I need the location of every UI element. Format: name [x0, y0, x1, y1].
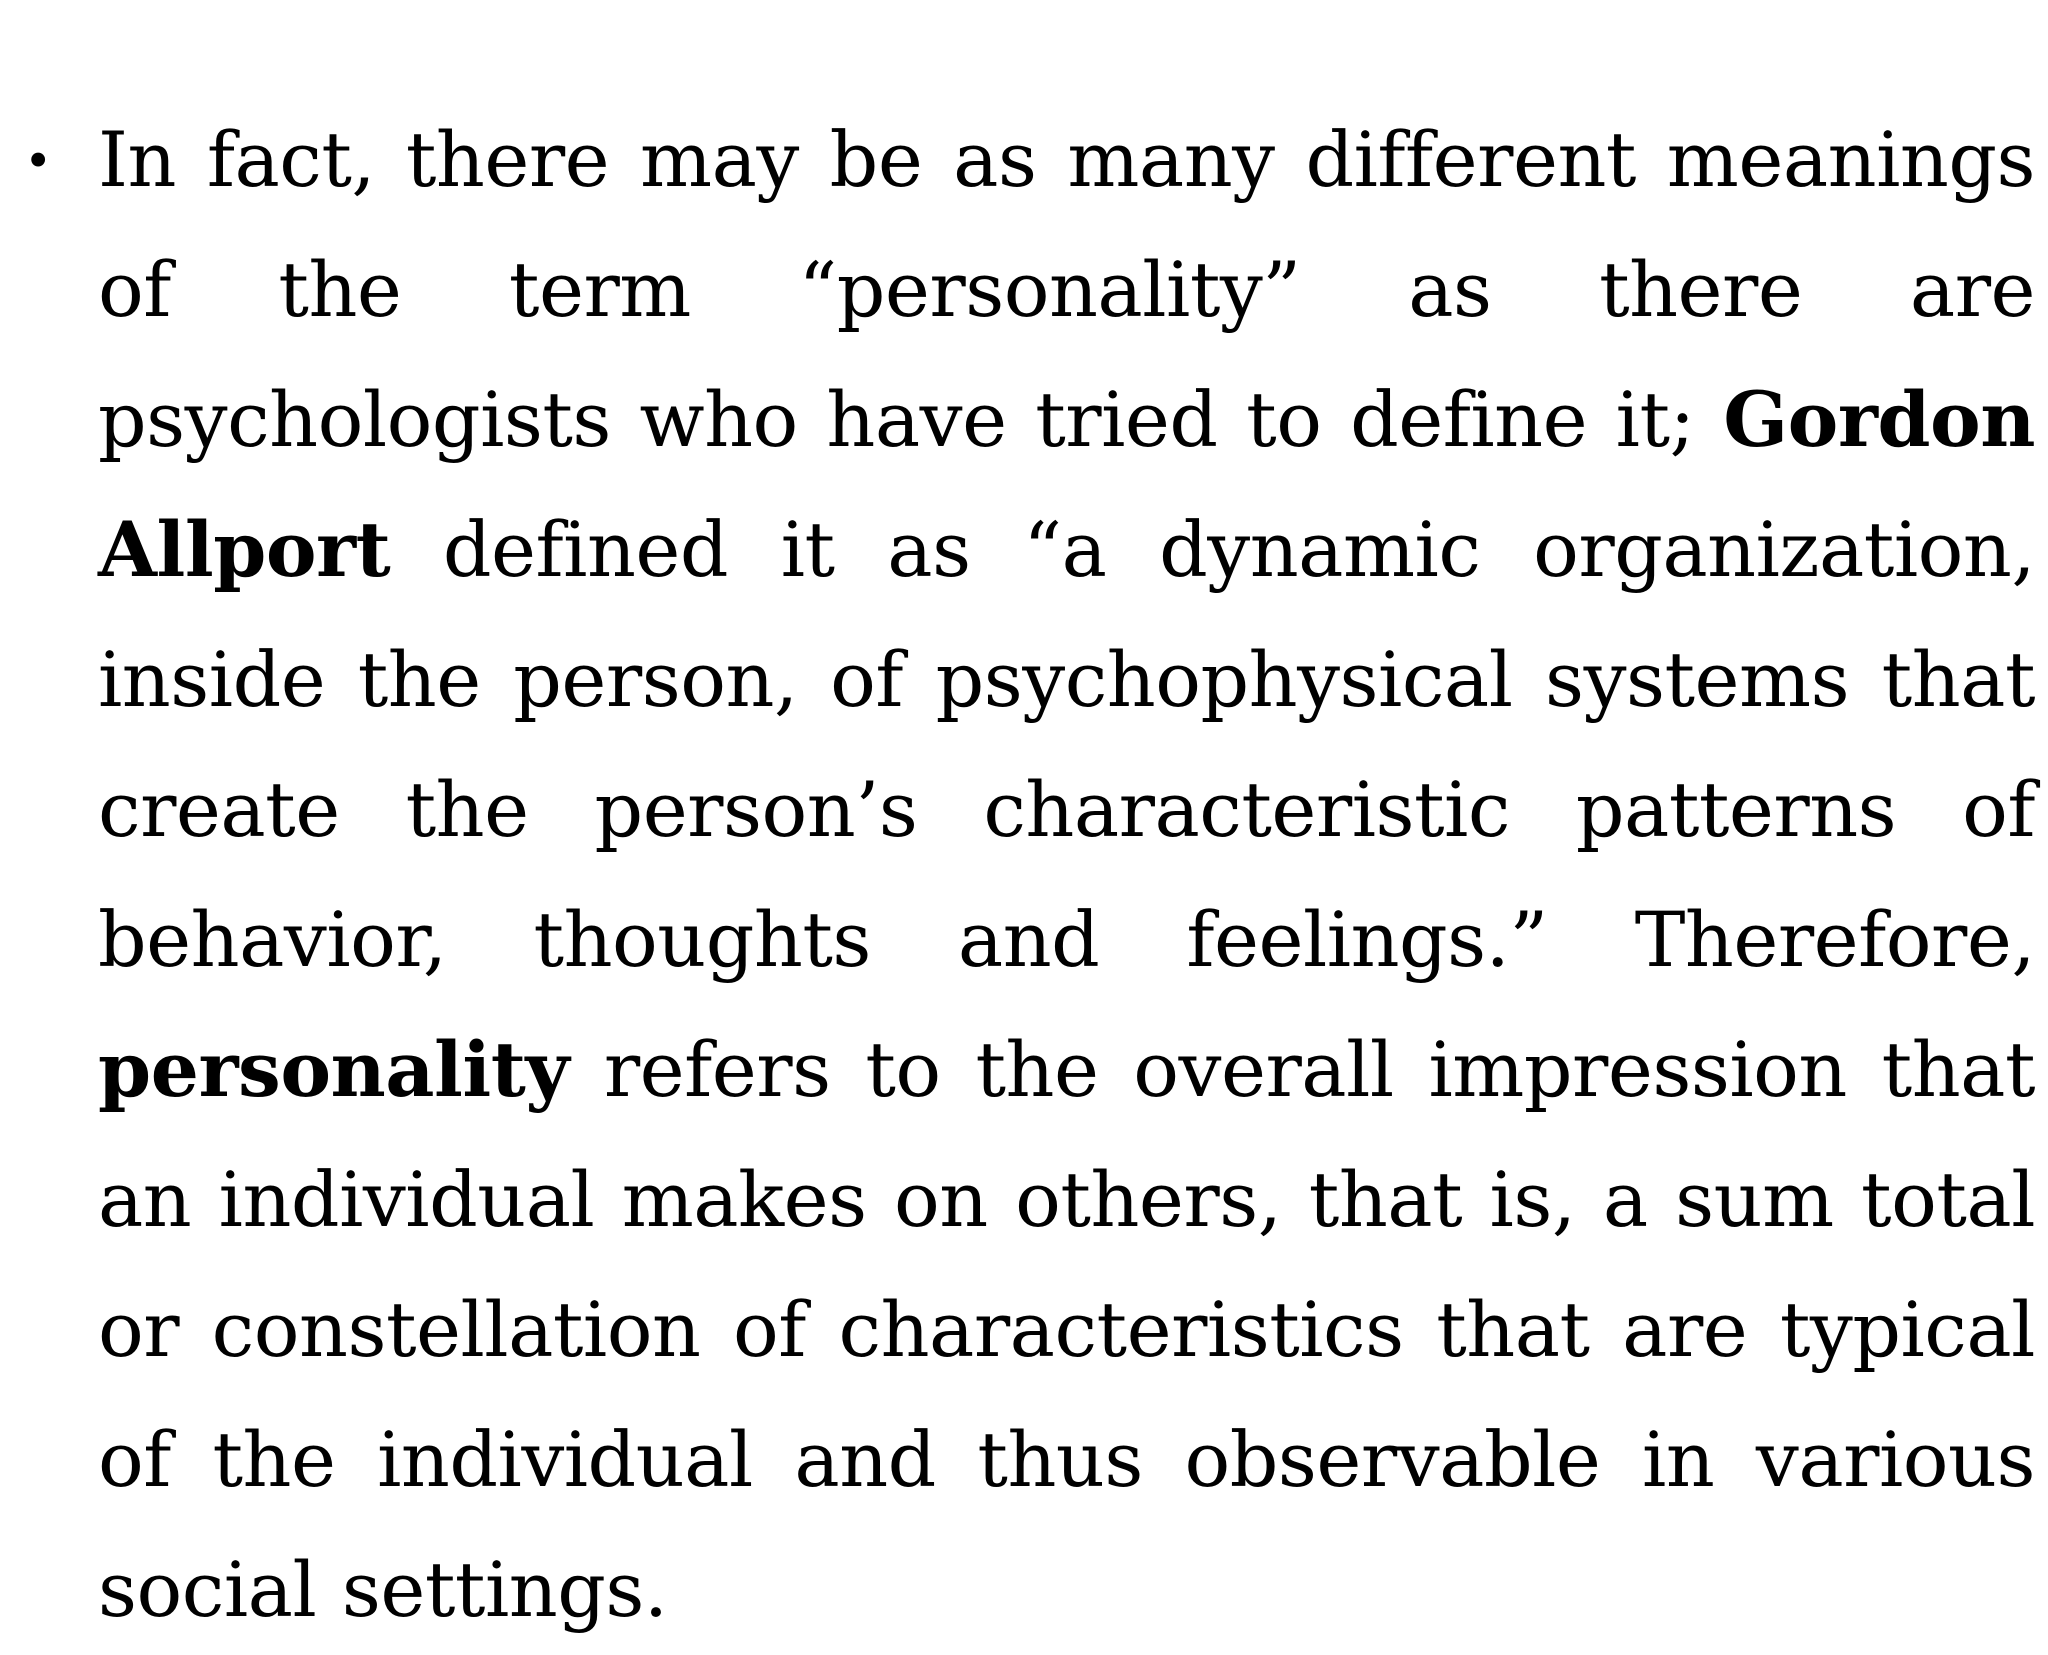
body-paragraph — [98, 95, 2035, 1655]
paragraph-text-2: defined it as “a dynamic organization, inside the person, of psychophysical systems that create the person’s characteristic patterns of behavior, thoughts and feelings.” Therefore, — [98, 505, 2035, 984]
paragraph-text-3: refers to the overall impression that an individual makes on others, that is, a sum total or constellation of characteristics that are typical of the individual and thus observable in various social settings. — [98, 1025, 2035, 1634]
bullet-icon: • — [28, 127, 49, 192]
term-personality-bold: personality — [98, 1025, 570, 1114]
paragraph-text-1: In fact, there may be as many different meanings of the term “personality” as there are psychologists who have tried to define it; — [98, 115, 2035, 464]
bullet-item — [20, 95, 2035, 1655]
author-name-bold: Gordon Allport — [98, 375, 2035, 594]
